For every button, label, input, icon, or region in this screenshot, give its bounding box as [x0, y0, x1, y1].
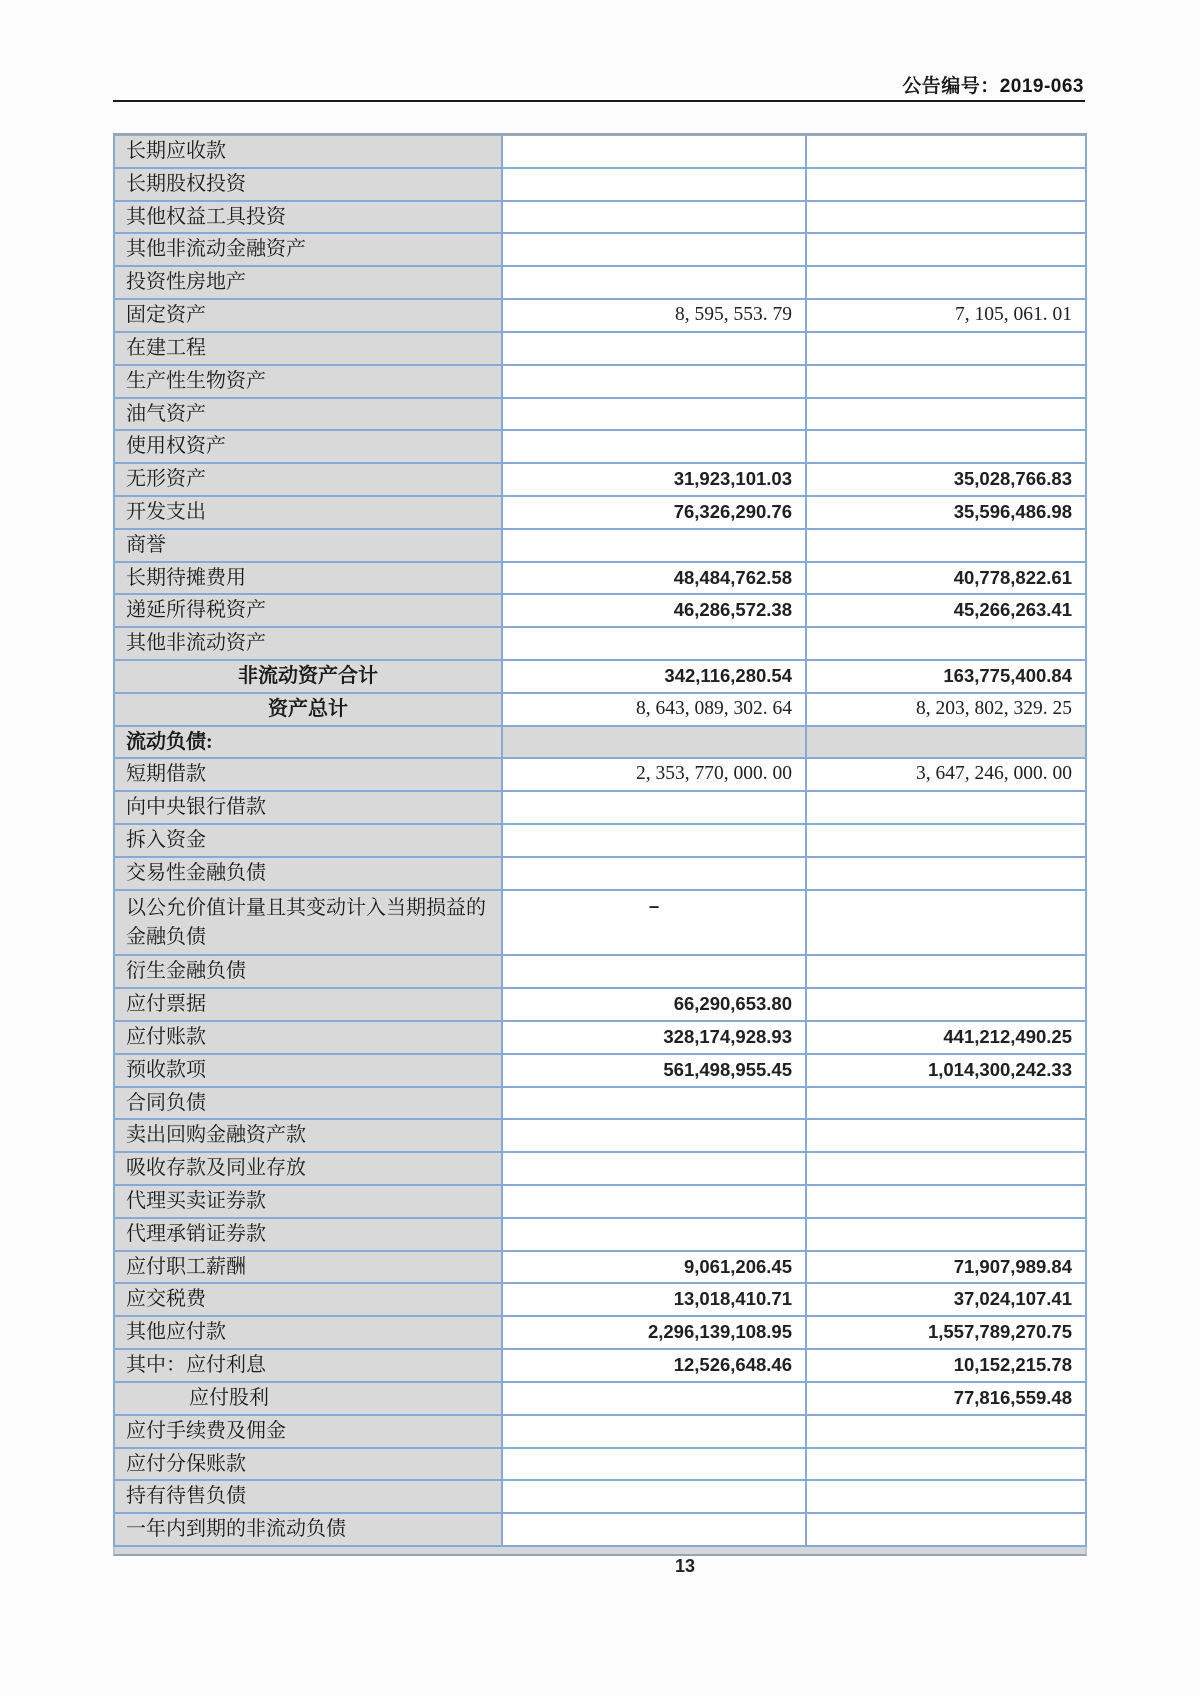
value-current-period: –	[503, 891, 807, 955]
table-row	[115, 858, 1085, 891]
row-label: 使用权资产	[115, 431, 503, 462]
row-label: 拆入资金	[115, 825, 503, 856]
row-label: 资产总计	[115, 694, 503, 725]
value-prior-period: 1,014,300,242.33	[927, 1058, 1072, 1080]
table-row	[115, 989, 1085, 1022]
value-current-period: 8, 643, 089, 302. 64	[503, 694, 807, 725]
value-current-period	[503, 399, 807, 430]
value-prior-period	[807, 956, 1085, 987]
value-prior-period	[807, 1481, 1085, 1512]
table-row	[115, 1022, 1085, 1055]
row-label: 非流动资产合计	[115, 661, 503, 692]
row-label: 以公允价值计量且其变动计入当期损益的金融负债	[115, 891, 503, 955]
row-label: 合同负债	[115, 1088, 503, 1119]
row-label: 在建工程	[115, 333, 503, 364]
row-label: 其他权益工具投资	[115, 202, 503, 233]
table-row	[115, 1514, 1085, 1547]
value-prior-period	[807, 267, 1085, 298]
value-current-period	[503, 366, 807, 397]
row-label: 应付分保账款	[115, 1449, 503, 1480]
value-current-period	[503, 1120, 807, 1151]
row-label: 投资性房地产	[115, 267, 503, 298]
value-current-period	[503, 333, 807, 364]
value-current-period	[503, 1153, 807, 1184]
row-label: 其他应付款	[115, 1317, 503, 1348]
table-row	[115, 727, 1085, 760]
value-current-period	[503, 1449, 807, 1480]
value-prior-period	[807, 136, 1085, 167]
value-prior-period	[807, 628, 1085, 659]
row-label: 代理买卖证券款	[115, 1186, 503, 1217]
table-row	[115, 234, 1085, 267]
table-row	[115, 595, 1085, 628]
value-prior-period: 71,907,989.84	[953, 1255, 1072, 1277]
value-current-period	[503, 858, 807, 889]
table-row	[115, 1186, 1085, 1219]
value-current-period: 561,498,955.45	[503, 1055, 807, 1086]
row-label: 持有待售负债	[115, 1481, 503, 1512]
table-row	[115, 1219, 1085, 1252]
row-label: 无形资产	[115, 464, 503, 495]
value-prior-period: 40,778,822.61	[953, 566, 1072, 588]
value-current-period	[503, 628, 807, 659]
table-row	[115, 1350, 1085, 1383]
table-row	[115, 431, 1085, 464]
row-label: 应付手续费及佣金	[115, 1416, 503, 1447]
table-row	[115, 202, 1085, 235]
row-label: 长期应收款	[115, 136, 503, 167]
value-current-period	[503, 1088, 807, 1119]
value-current-period: 66,290,653.80	[503, 989, 807, 1020]
table-row	[115, 628, 1085, 661]
table-row	[115, 1449, 1085, 1482]
value-current-period	[503, 136, 807, 167]
value-current-period	[503, 530, 807, 561]
value-current-period	[503, 792, 807, 823]
value-prior-period	[807, 366, 1085, 397]
row-label: 长期待摊费用	[115, 563, 503, 594]
value-prior-period: 3, 647, 246, 000. 00	[916, 763, 1072, 785]
value-prior-period	[807, 1153, 1085, 1184]
table-row	[115, 759, 1085, 792]
value-prior-period	[807, 1186, 1085, 1217]
table-row	[115, 300, 1085, 333]
value-current-period: 76,326,290.76	[503, 497, 807, 528]
row-label: 应付职工薪酬	[115, 1252, 503, 1283]
header-divider-line	[113, 100, 1085, 102]
row-label: 流动负债:	[115, 727, 503, 758]
row-label: 代理承销证券款	[115, 1219, 503, 1250]
row-label: 开发支出	[115, 497, 503, 528]
row-label: 递延所得税资产	[115, 595, 503, 626]
value-prior-period: 1,557,789,270.75	[927, 1321, 1072, 1343]
table-row	[115, 333, 1085, 366]
table-continuation-strip	[113, 1547, 1087, 1556]
value-prior-period	[807, 858, 1085, 889]
announcement-number: 公告编号：2019-063	[902, 76, 1084, 97]
value-current-period: 8, 595, 553. 79	[503, 300, 807, 331]
value-current-period: 46,286,572.38	[503, 595, 807, 626]
value-current-period: 2,296,139,108.95	[503, 1317, 807, 1348]
row-label: 向中央银行借款	[115, 792, 503, 823]
value-current-period	[503, 1219, 807, 1250]
table-row	[115, 1120, 1085, 1153]
table-row	[115, 169, 1085, 202]
table-row	[115, 1284, 1085, 1317]
table-row	[115, 1088, 1085, 1121]
table-row	[115, 825, 1085, 858]
table-row	[115, 366, 1085, 399]
value-prior-period	[807, 792, 1085, 823]
row-label: 预收款项	[115, 1055, 503, 1086]
value-current-period	[503, 956, 807, 987]
table-row	[115, 1055, 1085, 1088]
value-prior-period	[807, 989, 1085, 1020]
value-prior-period: 8, 203, 802, 329. 25	[916, 697, 1072, 719]
value-prior-period: 10,152,215.78	[953, 1354, 1072, 1376]
table-row	[115, 399, 1085, 432]
balance-sheet-table	[113, 133, 1087, 1547]
value-current-period	[503, 1481, 807, 1512]
row-label: 应付账款	[115, 1022, 503, 1053]
row-label: 应付股利	[115, 1383, 503, 1414]
value-current-period: 13,018,410.71	[503, 1284, 807, 1315]
value-current-period	[503, 1383, 807, 1414]
row-label: 长期股权投资	[115, 169, 503, 200]
value-current-period: 31,923,101.03	[503, 464, 807, 495]
row-label: 其他非流动金融资产	[115, 234, 503, 265]
value-prior-period	[807, 169, 1085, 200]
value-current-period	[503, 727, 807, 758]
value-current-period	[503, 234, 807, 265]
value-prior-period	[807, 1088, 1085, 1119]
value-current-period: 342,116,280.54	[503, 661, 807, 692]
value-current-period	[503, 1514, 807, 1545]
table-row	[115, 891, 1085, 957]
row-label: 其中：应付利息	[115, 1350, 503, 1381]
value-current-period	[503, 1186, 807, 1217]
value-prior-period: 163,775,400.84	[943, 665, 1072, 686]
value-current-period	[503, 202, 807, 233]
table-row	[115, 792, 1085, 825]
table-row	[115, 563, 1085, 596]
row-label: 应付票据	[115, 989, 503, 1020]
table-row	[115, 1416, 1085, 1449]
value-current-period	[503, 825, 807, 856]
table-row	[115, 1252, 1085, 1285]
table-row	[115, 530, 1085, 563]
value-prior-period	[807, 333, 1085, 364]
table-row	[115, 1153, 1085, 1186]
table-row	[115, 694, 1085, 727]
row-label: 交易性金融负债	[115, 858, 503, 889]
value-prior-period	[807, 202, 1085, 233]
table-row	[115, 267, 1085, 300]
value-prior-period: 441,212,490.25	[943, 1025, 1072, 1047]
value-prior-period	[807, 727, 1085, 758]
value-current-period: 328,174,928.93	[503, 1022, 807, 1053]
page-number: 13	[674, 1556, 696, 1576]
value-current-period	[503, 1416, 807, 1447]
row-label: 固定资产	[115, 300, 503, 331]
row-label: 油气资产	[115, 399, 503, 430]
row-label: 商誉	[115, 530, 503, 561]
value-prior-period: 35,028,766.83	[953, 468, 1072, 490]
table-row	[115, 1481, 1085, 1514]
value-prior-period	[807, 891, 1085, 955]
value-prior-period	[807, 825, 1085, 856]
value-current-period	[503, 267, 807, 298]
table-row	[115, 1317, 1085, 1350]
balance-sheet-section	[113, 133, 1087, 1556]
value-prior-period	[807, 1120, 1085, 1151]
row-label: 其他非流动资产	[115, 628, 503, 659]
table-row	[115, 956, 1085, 989]
table-row	[115, 497, 1085, 530]
row-label: 一年内到期的非流动负债	[115, 1514, 503, 1545]
value-prior-period: 37,024,107.41	[953, 1288, 1072, 1310]
value-prior-period: 45,266,263.41	[953, 599, 1072, 621]
value-current-period: 2, 353, 770, 000. 00	[503, 759, 807, 790]
value-prior-period: 77,816,559.48	[953, 1386, 1072, 1408]
value-current-period: 12,526,648.46	[503, 1350, 807, 1381]
value-prior-period: 7, 105, 061. 01	[955, 304, 1072, 326]
table-row	[115, 136, 1085, 169]
value-current-period: 9,061,206.45	[503, 1252, 807, 1283]
value-prior-period	[807, 1514, 1085, 1545]
value-prior-period	[807, 1219, 1085, 1250]
table-row	[115, 1383, 1085, 1416]
value-prior-period	[807, 234, 1085, 265]
row-label: 吸收存款及同业存放	[115, 1153, 503, 1184]
value-prior-period	[807, 1416, 1085, 1447]
row-label: 卖出回购金融资产款	[115, 1120, 503, 1151]
value-current-period	[503, 169, 807, 200]
row-label: 生产性生物资产	[115, 366, 503, 397]
table-row	[115, 661, 1085, 694]
value-current-period: 48,484,762.58	[503, 563, 807, 594]
value-prior-period	[807, 1449, 1085, 1480]
row-label: 衍生金融负债	[115, 956, 503, 987]
table-row	[115, 464, 1085, 497]
row-label: 应交税费	[115, 1284, 503, 1315]
value-current-period	[503, 431, 807, 462]
value-prior-period: 35,596,486.98	[953, 500, 1072, 522]
value-prior-period	[807, 530, 1085, 561]
row-label: 短期借款	[115, 759, 503, 790]
value-prior-period	[807, 431, 1085, 462]
value-prior-period	[807, 399, 1085, 430]
